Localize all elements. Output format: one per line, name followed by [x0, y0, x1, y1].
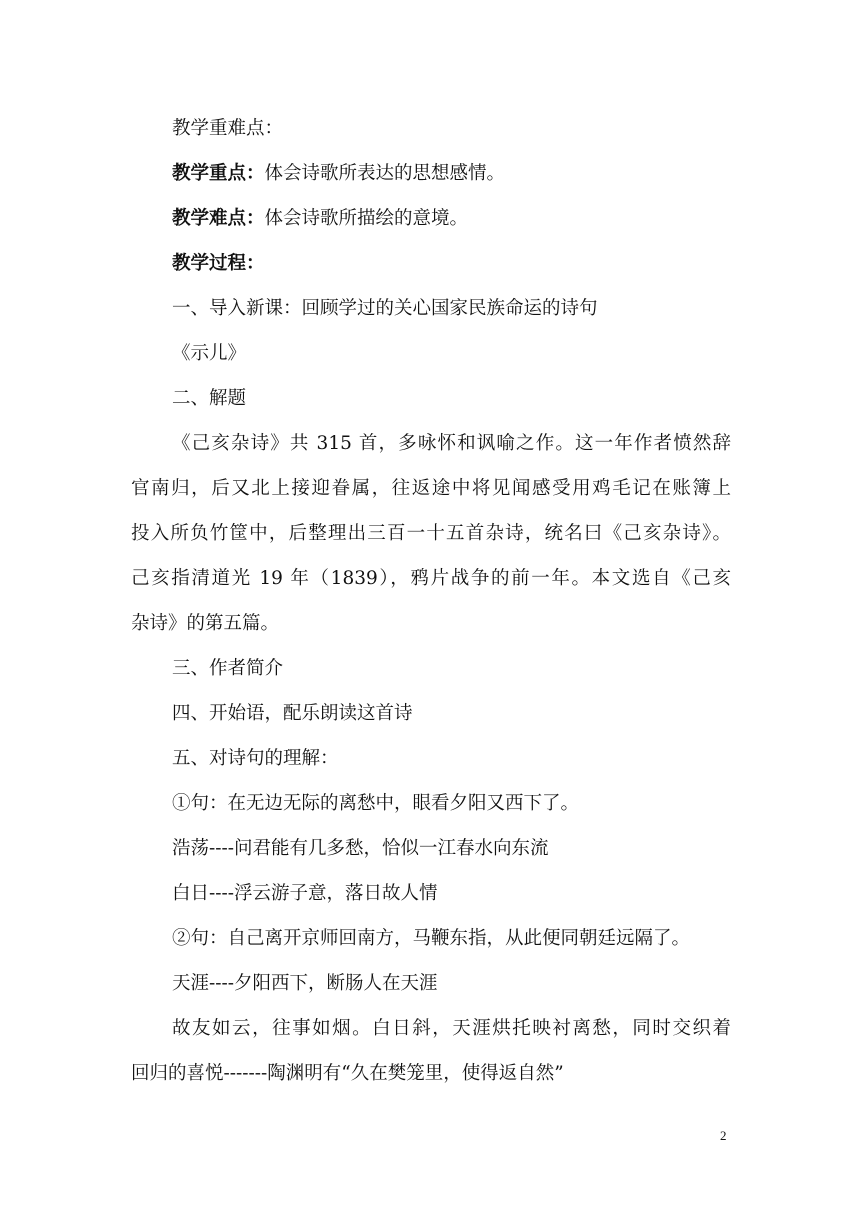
difficult-point-text: 体会诗歌所描绘的意境。: [264, 208, 469, 229]
page-number: 2: [720, 1128, 727, 1143]
verse-line-4: ②句：自己离开京师回南方，马鞭东指，从此便同朝廷远隔了。: [172, 928, 691, 949]
key-point-text: 体会诗歌所表达的思想感情。: [264, 163, 506, 184]
step-5: 五、对诗句的理解：: [172, 748, 339, 769]
final-line-2: 回归的喜悦-------陶渊明有“久在樊笼里，使得返自然”: [131, 1063, 564, 1084]
intro-line-1: 《己亥杂诗》共 315 首，多咏怀和讽喻之作。这一年作者愤然辞: [172, 433, 731, 454]
verse-line-3: 白日----浮云游子意，落日故人情: [172, 883, 438, 904]
intro-line-4: 己亥指清道光 19 年（1839），鸦片战争的前一年。本文选自《己亥: [131, 568, 731, 589]
verse-line-5: 天涯----夕阳西下，断肠人在天涯: [172, 973, 438, 994]
intro-line-2: 官南归，后又北上接迎眷属，往返途中将见闻感受用鸡毛记在账簿上: [131, 478, 731, 499]
step-4: 四、开始语，配乐朗读这首诗: [172, 703, 413, 724]
intro-line-3: 投入所负竹筐中，后整理出三百一十五首杂诗，统名曰《己亥杂诗》。: [131, 523, 731, 544]
heading-difficulty: 教学重难点：: [172, 118, 284, 139]
difficult-point: [172, 206, 468, 232]
process-heading: 教学过程：: [172, 253, 265, 274]
step-1: 一、导入新课：回顾学过的关心国家民族命运的诗句: [172, 298, 598, 319]
step-3: 三、作者简介: [172, 658, 284, 679]
key-point: [172, 161, 505, 187]
step-1-poem: 《示儿》: [172, 343, 247, 364]
intro-line-5: 杂诗》的第五篇。: [131, 613, 280, 634]
final-line-1: 故友如云，往事如烟。白日斜，天涯烘托映衬离愁，同时交织着: [172, 1018, 731, 1039]
difficult-point-label: 教学难点：: [172, 208, 265, 229]
verse-line-2: 浩荡----问君能有几多愁，恰似一江春水向东流: [172, 838, 549, 859]
verse-line-1: ①句：在无边无际的离愁中，眼看夕阳又西下了。: [172, 793, 580, 814]
key-point-label: 教学重点：: [172, 163, 265, 184]
step-2: 二、解题: [172, 388, 247, 409]
